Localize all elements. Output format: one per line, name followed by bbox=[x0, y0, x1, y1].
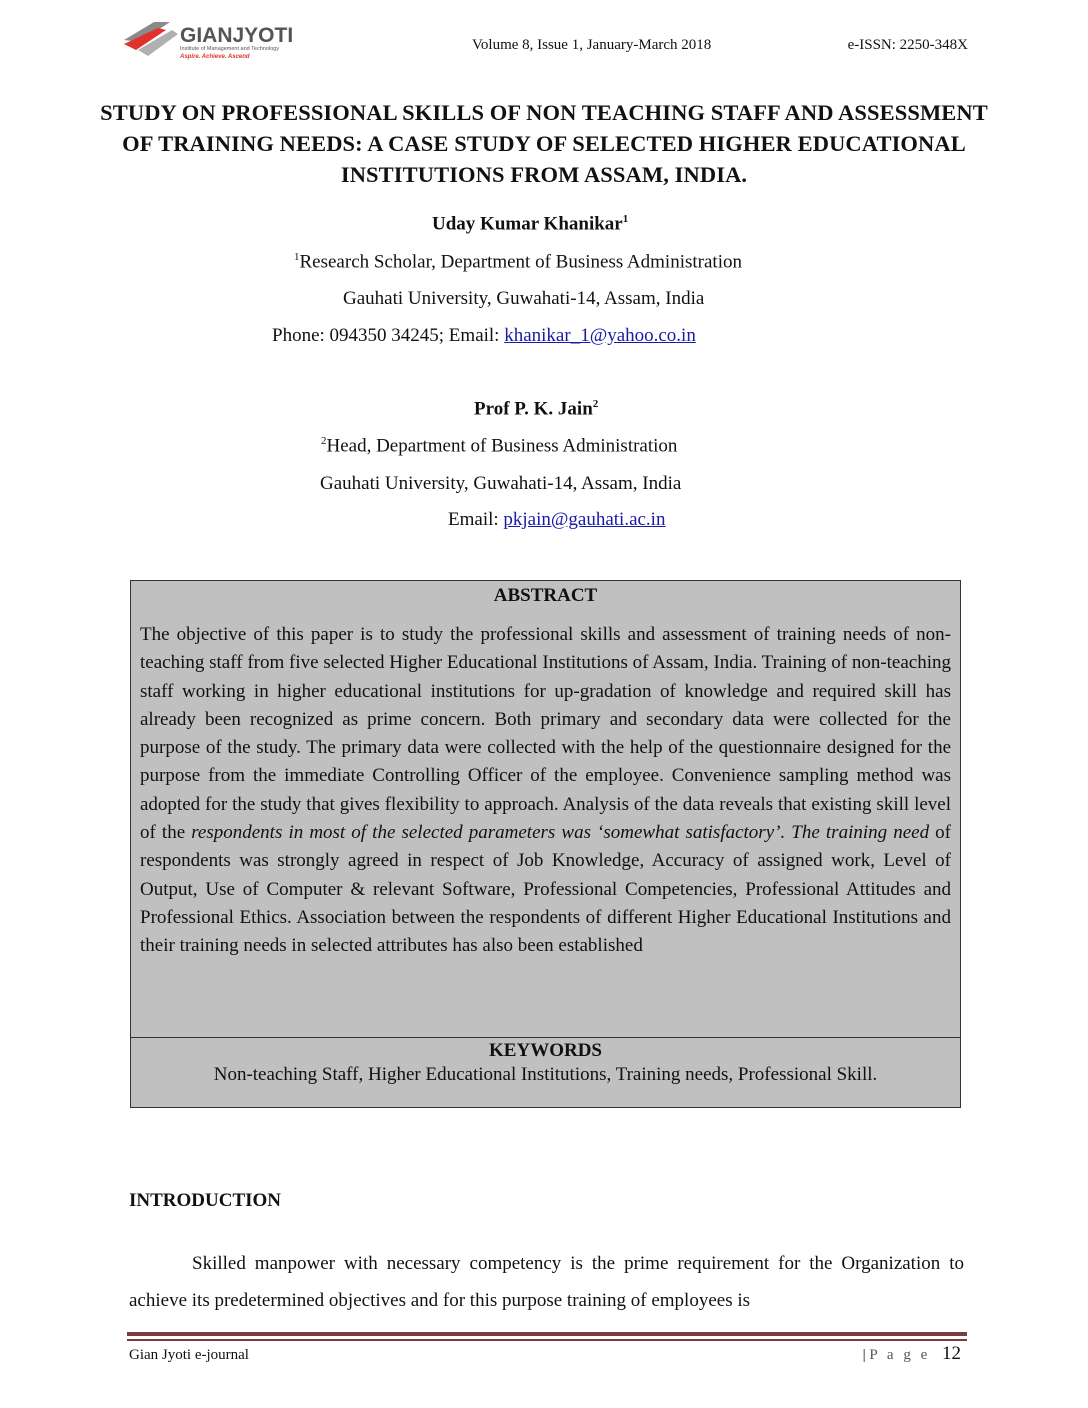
author-1-aff-text: Research Scholar, Department of Business Administration bbox=[299, 251, 742, 273]
journal-issue: Volume 8, Issue 1, January-March 2018 bbox=[472, 37, 712, 53]
footer-page-word: P a g e bbox=[869, 1347, 931, 1363]
logo-tagline: Aspire. Achieve. Ascend bbox=[180, 54, 250, 60]
journal-issn: e-ISSN: 2250-348X bbox=[847, 37, 968, 53]
footer-page-separator: | bbox=[862, 1347, 866, 1363]
author-2-contact bbox=[448, 509, 665, 531]
journal-logo bbox=[118, 16, 338, 62]
footer-page-info bbox=[863, 1343, 961, 1365]
author-1-affiliation bbox=[294, 251, 742, 273]
footer-rule-thin bbox=[127, 1339, 967, 1341]
footer-page-number: 12 bbox=[942, 1343, 961, 1364]
keywords-divider bbox=[131, 1037, 960, 1038]
author-2-affiliation bbox=[321, 435, 677, 457]
author-1-sup: 1 bbox=[622, 213, 629, 225]
logo-subtitle: Institute of Management and Technology bbox=[180, 46, 279, 52]
author-2-aff-text: Head, Department of Business Administration bbox=[326, 435, 678, 457]
footer-rule-thick bbox=[127, 1332, 967, 1336]
footer-journal-name: Gian Jyoti e-journal bbox=[129, 1347, 249, 1363]
abstract-box bbox=[130, 580, 961, 1108]
author-1-name-text: Uday Kumar Khanikar bbox=[432, 213, 623, 235]
introduction-text: Skilled manpower with necessary competency is the prime requirement for the Organization to achieve its predetermined objectives and for this purpose training of employees is bbox=[129, 1253, 964, 1311]
logo-name: GIANJYOTI bbox=[180, 24, 294, 47]
author-2-address: Gauhati University, Guwahati-14, Assam, India bbox=[320, 473, 682, 494]
author-2-name-text: Prof P. K. Jain bbox=[474, 398, 593, 420]
abstract-text bbox=[140, 621, 951, 961]
abstract-text-part-1: The objective of this paper is to study the professional skills and assessment of training needs of non-teaching staff from five selected Higher Educational Institutions of Assam, India. Training of non-teaching staff working in higher educational institutions for up-gradation of knowledge and required skill has already been recognized as prime concern. Both primary and secondary data were collected for the purpose of the study. The primary data were collected with the help of the questionnaire designed for the purpose from the immediate Controlling Officer of the employee. Convenience sampling method was adopted for the study that gives flexibility to approach. Analysis of the data reveals that existing skill level of the bbox=[140, 624, 951, 844]
author-2-contact-prefix: Email: bbox=[448, 509, 504, 530]
author-2-email-link[interactable]: pkjain@gauhati.ac.in bbox=[503, 509, 666, 530]
abstract-heading: ABSTRACT bbox=[493, 585, 598, 606]
author-1-aff-sup: 1 bbox=[294, 251, 300, 263]
author-2-name bbox=[474, 398, 598, 420]
author-1-contact-prefix: Phone: 094350 34245; Email: bbox=[272, 325, 505, 346]
abstract-text-italic: respondents in most of the selected parameters was ‘somewhat satisfactory’. The training need bbox=[191, 822, 930, 844]
author-1-email-link[interactable]: khanikar_1@yahoo.co.in bbox=[504, 325, 696, 346]
author-1-address: Gauhati University, Guwahati-14, Assam, India bbox=[343, 288, 705, 309]
author-2-aff-sup: 2 bbox=[321, 435, 327, 447]
paper-title: STUDY ON PROFESSIONAL SKILLS OF NON TEACHING STAFF AND ASSESSMENT OF TRAINING NEEDS: A CASE STUDY OF SELECTED HIGHER EDUCATIONAL INSTITUTIONS FROM ASSAM, INDIA. bbox=[100, 100, 988, 187]
keywords-heading: KEYWORDS bbox=[489, 1040, 602, 1061]
keywords-text: Non-teaching Staff, Higher Educational Institutions, Training needs, Professional Skill. bbox=[213, 1064, 878, 1085]
abstract-text-part-2: of respondents was strongly agreed in respect of Job Knowledge, Accuracy of assigned work, Level of Output, Use of Computer & relevant Software, Professional Competencies, Professional Attitudes and Professional Ethics. Association between the respondents of different Higher Educational Institutions and their training needs in selected attributes has also been established bbox=[140, 822, 952, 957]
author-1-name bbox=[432, 213, 628, 235]
author-1-contact bbox=[272, 325, 696, 347]
author-2-sup: 2 bbox=[592, 398, 599, 410]
introduction-heading: INTRODUCTION bbox=[129, 1190, 282, 1211]
